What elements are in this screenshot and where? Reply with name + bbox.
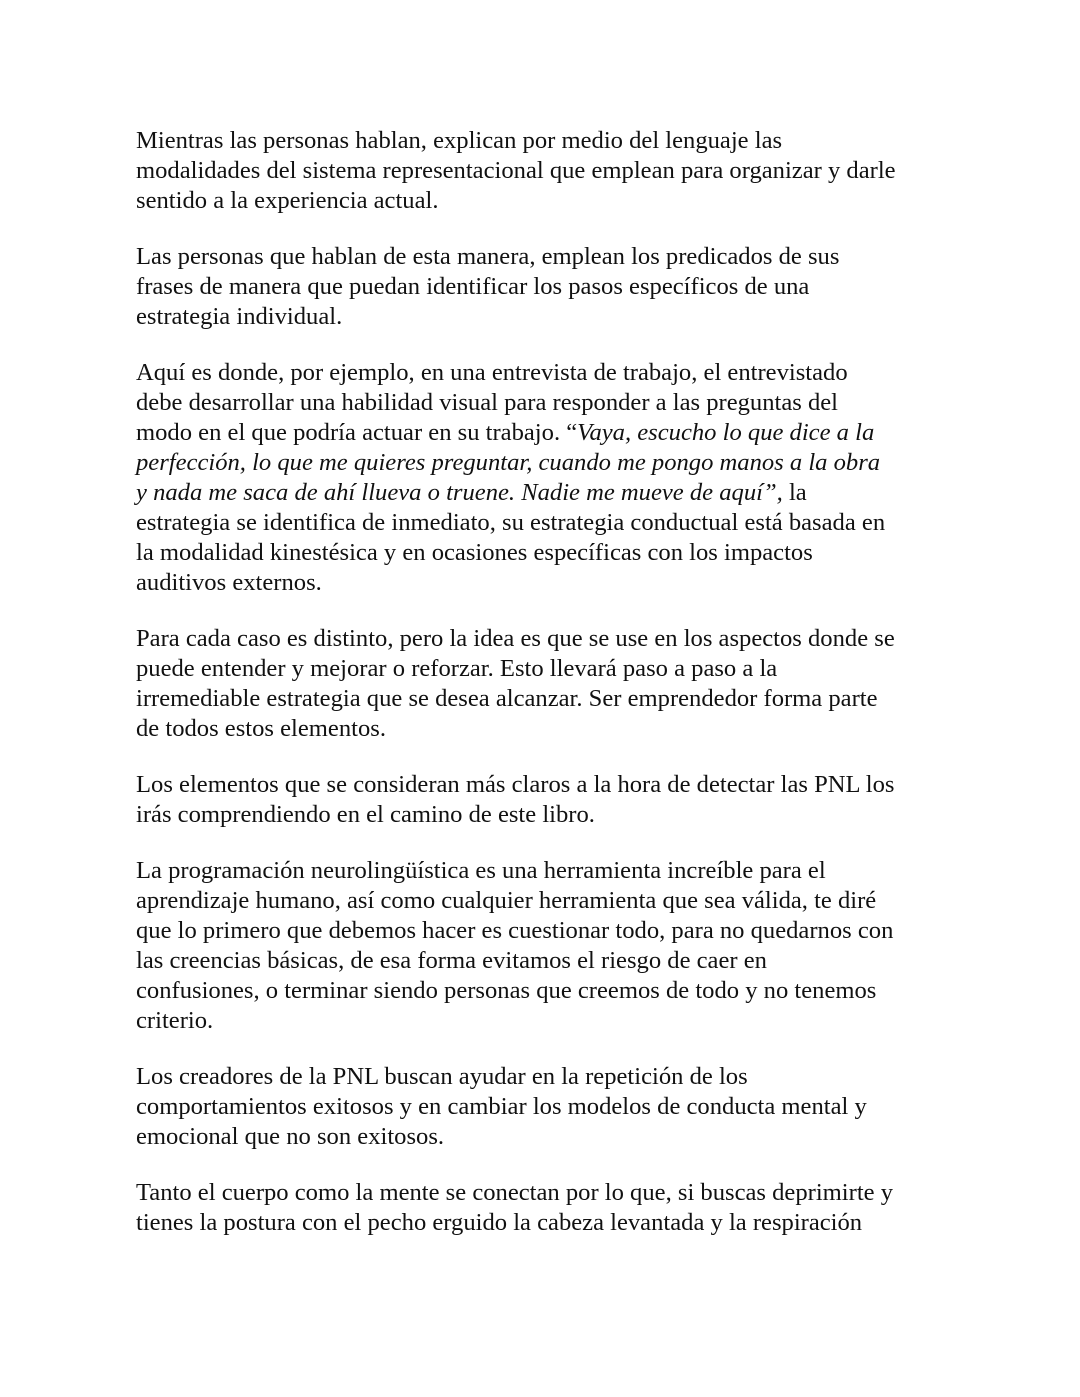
paragraph-8: Tanto el cuerpo como la mente se conectan por lo que, si buscas deprimirte y tienes la postura con el pecho erguido la cabeza levantada y la respiración <box>136 1179 894 1236</box>
paragraph-6: La programación neurolingüística es una herramienta increíble para el aprendizaje humano, así como cualquier herramienta que sea válida, te diré que lo primero que debemos hacer es cuestionar todo, para no quedarnos con las creencias básicas, de esa forma evitamos el riesgo de caer en confusiones, o terminar siendo personas que creemos de todo y no tenemos criterio. <box>136 857 894 1034</box>
document-page <box>136 126 966 1264</box>
paragraph-1: Mientras las personas hablan, explican por medio del lenguaje las modalidades del sistema representacional que emplean para organizar y darle sentido a la experiencia actual. <box>136 127 896 214</box>
paragraph-2: Las personas que hablan de esta manera, emplean los predicados de sus frases de manera que puedan identificar los pasos específicos de una estrategia individual. <box>136 243 840 330</box>
paragraph-3-quote-italic: Vaya, escucho lo que dice a la perfección, lo que me quieres preguntar, cuando me pongo manos a la obra y nada me saca de ahí llueva o truene. Nadie me mueve de aquí”, <box>136 419 881 506</box>
paragraph-3-after: la estrategia se identifica de inmediato, su estrategia conductual está basada en la modalidad kinestésica y en ocasiones específicas con los impactos auditivos externos. <box>136 479 886 596</box>
paragraph-4: Para cada caso es distinto, pero la idea es que se use en los aspectos donde se puede entender y mejorar o reforzar. Esto llevará paso a paso a la irremediable estrategia que se desea alcanzar. Ser emprendedor forma parte de todos estos elementos. <box>136 625 895 742</box>
paragraph-3-before: Aquí es donde, por ejemplo, en una entrevista de trabajo, el entrevistado debe desarrollar una habilidad visual para responder a las preguntas del modo en el que podría actuar en su trabajo. “ <box>136 359 848 446</box>
paragraph-7: Los creadores de la PNL buscan ayudar en la repetición de los comportamientos exitosos y en cambiar los modelos de conducta mental y emocional que no son exitosos. <box>136 1063 867 1150</box>
paragraph-5: Los elementos que se consideran más claros a la hora de detectar las PNL los irás comprendiendo en el camino de este libro. <box>136 771 895 828</box>
paragraph-3-quote <box>136 358 966 598</box>
